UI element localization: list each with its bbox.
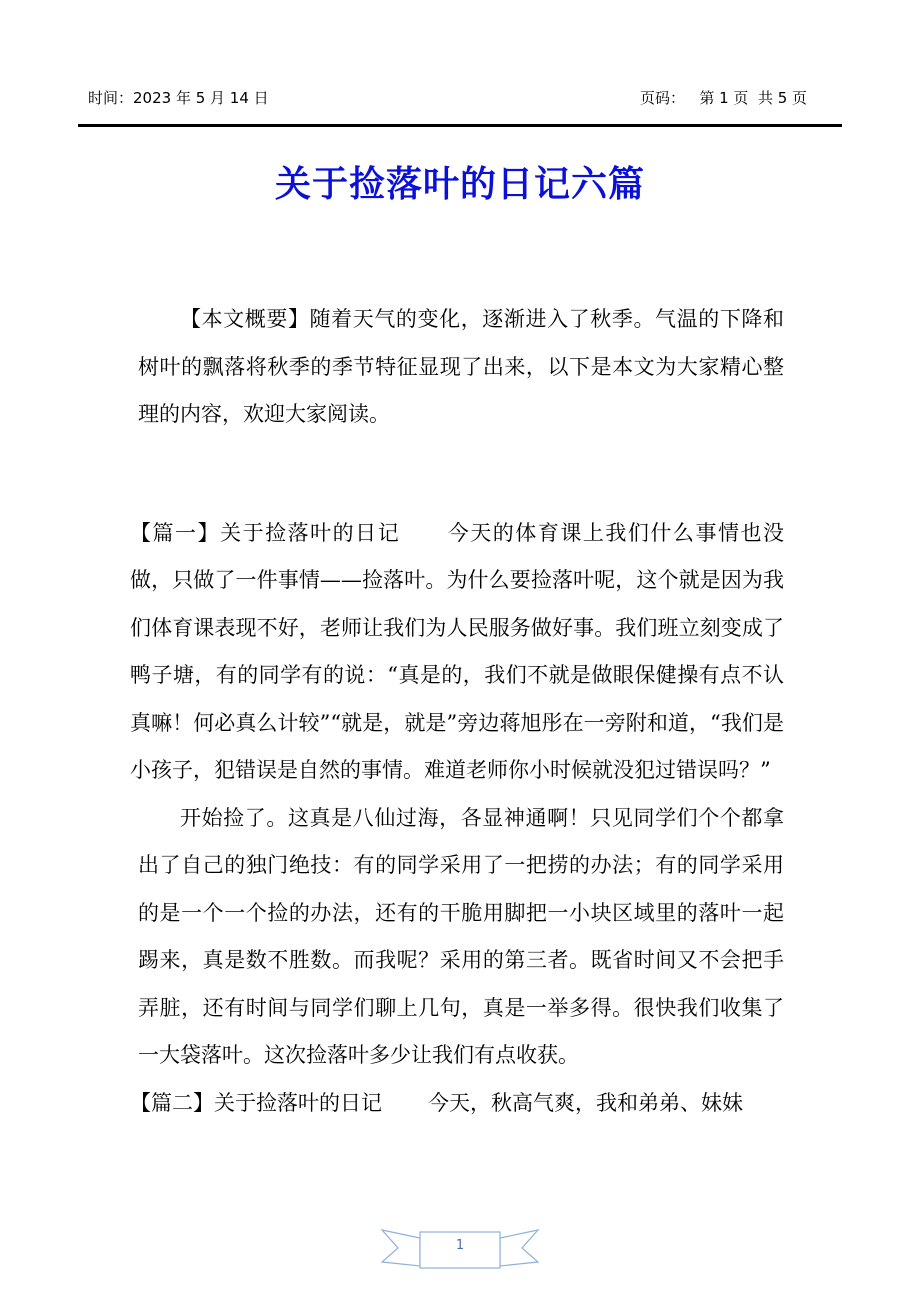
section-2-opening [130, 1080, 784, 1128]
header-page-info [640, 87, 807, 108]
section-1-paragraph-2: 开始捡了。这真是八仙过海，各显神通啊！只见同学们个个都拿出了自己的独门绝技：有的同学采用了一把捞的办法；有的同学采用的是一个一个捡的办法，还有的干脆用脚把一小块区域里的落叶一起踢来，真是数不胜数。而我呢？采用的第三者。既省时间又不会把手弄脏，还有时间与同学们聊上几句，真是一举多得。很快我们收集了一大袋落叶。这次捡落叶多少让我们有点收获。 [138, 805, 784, 1067]
summary-paragraph: 【本文概要】随着天气的变化，逐渐进入了秋季。气温的下降和树叶的飘落将秋季的季节特征显现了出来，以下是本文为大家精心整理的内容，欢迎大家阅读。 [138, 307, 784, 426]
section-1-paragraph-1: 今天的体育课上我们什么事情也没做，只做了一件事情——捡落叶。为什么要捡落叶呢，这个就是因为我们体育课表现不好，老师让我们为人民服务做好事。我们班立刻变成了鸭子塘，有的同学有的说：“真是的，我们不就是做眼保健操有点不认真嘛！何必真么计较”“就是，就是”旁边蒋旭彤在一旁附和道，“我们是小孩子，犯错误是自然的事情。难道老师你小时候就没犯过错误吗？” [130, 520, 785, 782]
header-date: 时间：2023 年 5 月 14 日 [88, 89, 269, 107]
document-title: 关于捡落叶的日记六篇 [274, 164, 645, 205]
section-1-opening [130, 510, 784, 795]
footer-page-number: 1 [455, 1238, 465, 1253]
section-2-heading: 【篇二】关于捡落叶的日记 [130, 1090, 382, 1115]
page-footer [380, 1222, 540, 1272]
section-1-heading: 【篇一】关于捡落叶的日记 [130, 520, 401, 545]
page-label: 页码： [640, 89, 686, 107]
header-divider [78, 124, 842, 127]
section-2-paragraph-1: 今天，秋高气爽，我和弟弟、妹妹 [428, 1090, 743, 1115]
page-count: 第 1 页 共 5 页 [699, 89, 808, 107]
document-body [130, 296, 785, 1127]
